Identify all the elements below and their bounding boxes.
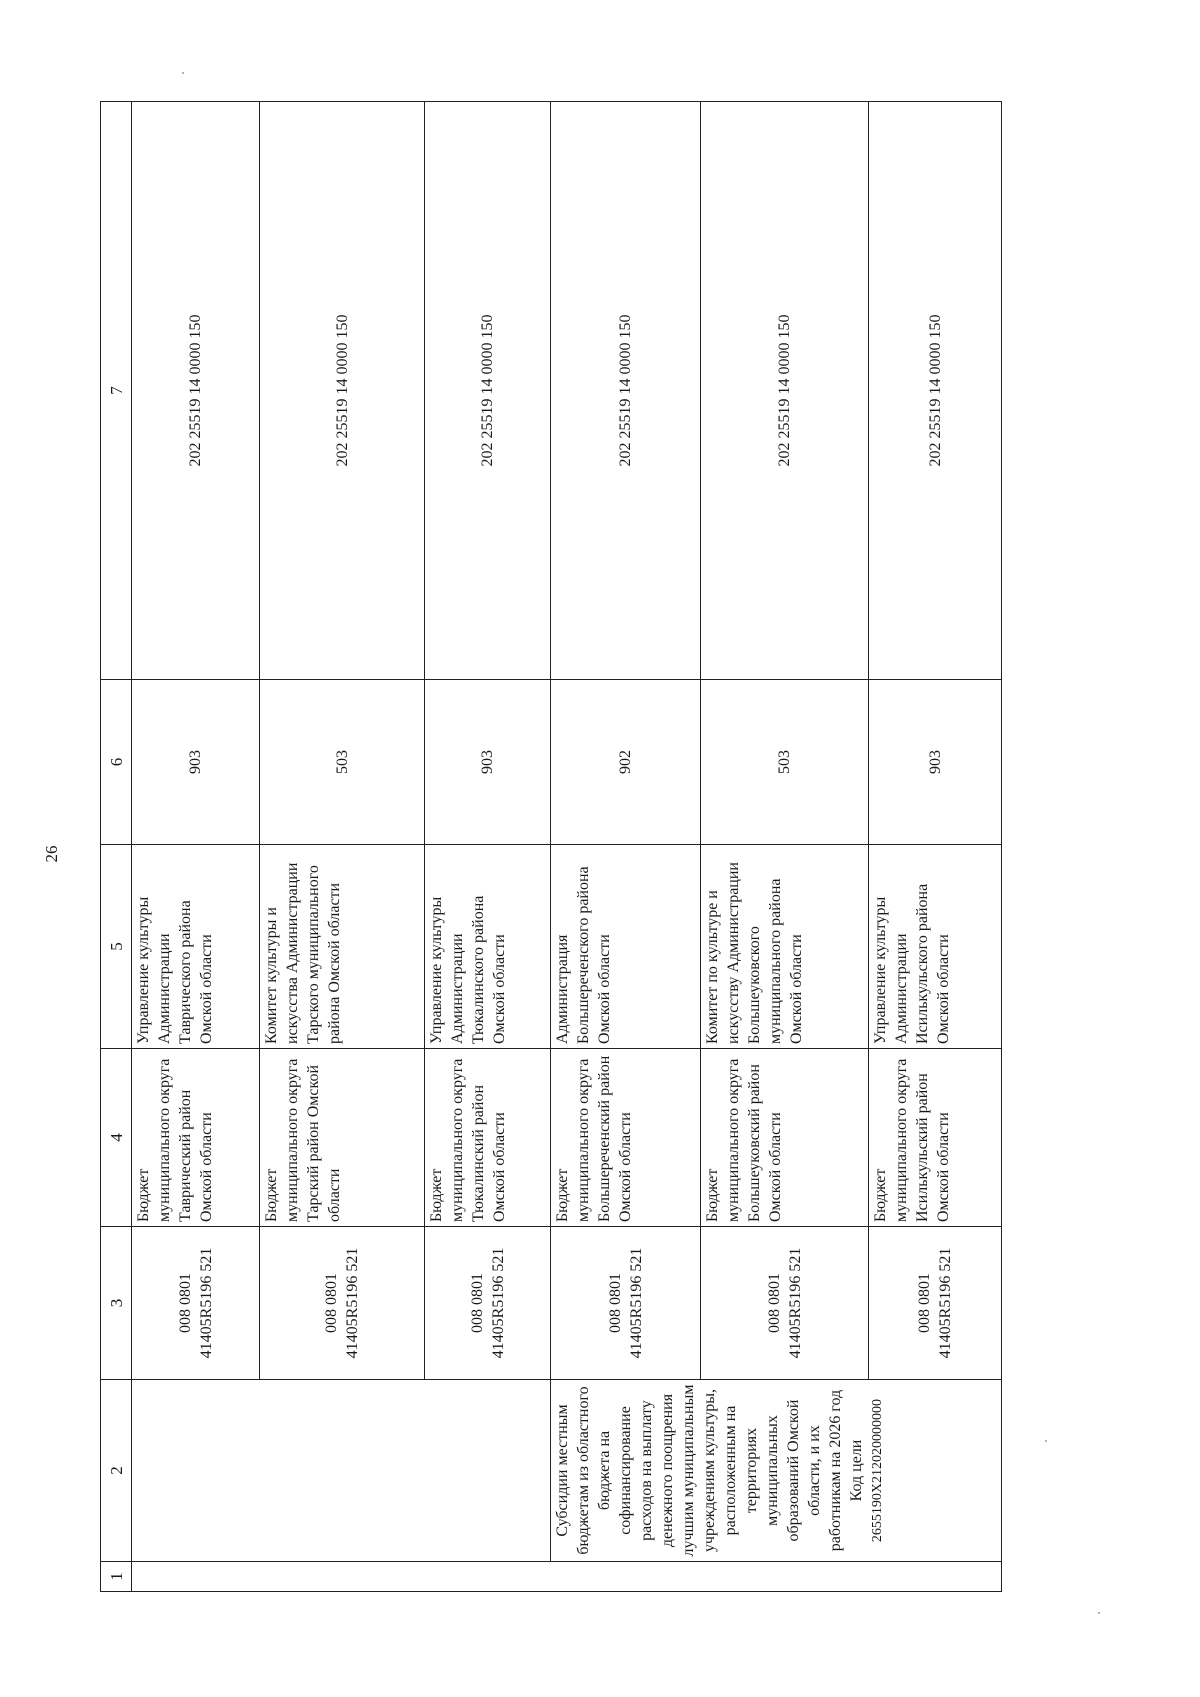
classification-cell: 008 0801 41405R5196 521 — [551, 1227, 701, 1380]
income-code-cell: 202 25519 14 0000 150 — [260, 102, 425, 680]
budget-cell: Бюджет муниципального округа Большеуковский район Омской области — [701, 1049, 869, 1227]
administrator-cell: Управление культуры Администрации Тюкалинского района Омской области — [425, 845, 551, 1049]
table-row — [701, 102, 869, 1592]
income-code-cell: 202 25519 14 0000 150 — [869, 102, 1002, 680]
code-cell: 903 — [425, 680, 551, 845]
budget-cell: Бюджет муниципального округа Тарский район Омской области — [260, 1049, 425, 1227]
column-number: 4 — [101, 1049, 132, 1227]
column-number: 7 — [101, 102, 132, 680]
administrator-cell: Администрация Большереченского района Омской области — [551, 845, 701, 1049]
scan-speck — [182, 72, 184, 74]
classification-cell: 008 0801 41405R5196 521 — [701, 1227, 869, 1380]
page-number: 26 — [42, 845, 61, 863]
income-code-cell: 202 25519 14 0000 150 — [132, 102, 260, 680]
budget-allocation-table — [100, 101, 1002, 1592]
administrator-cell: Комитет по культуре и искусству Администрации Большеуковского муниципального района Омской области — [701, 845, 869, 1049]
column-number: 2 — [101, 1380, 132, 1562]
scan-speck — [1098, 1612, 1100, 1614]
table-row — [425, 102, 551, 1592]
column-number: 5 — [101, 845, 132, 1049]
rotated-table-container — [100, 102, 970, 1592]
classification-cell: 008 0801 41405R5196 521 — [132, 1227, 260, 1380]
table-row — [551, 102, 701, 1592]
classification-cell: 008 0801 41405R5196 521 — [260, 1227, 425, 1380]
income-code-cell: 202 25519 14 0000 150 — [701, 102, 869, 680]
budget-cell: Бюджет муниципального округа Таврический район Омской области — [132, 1049, 260, 1227]
code-cell: 903 — [132, 680, 260, 845]
classification-cell: 008 0801 41405R5196 521 — [869, 1227, 1002, 1380]
administrator-cell: Управление культуры Администрации Исилькульского района Омской области — [869, 845, 1002, 1049]
table-row — [260, 102, 425, 1592]
budget-cell: Бюджет муниципального округа Тюкалинский район Омской области — [425, 1049, 551, 1227]
code-cell: 903 — [869, 680, 1002, 845]
code-cell: 503 — [701, 680, 869, 845]
goal-code: 2655190Х212020000000 — [870, 1398, 885, 1543]
income-code-cell: 202 25519 14 0000 150 — [551, 102, 701, 680]
income-code-cell: 202 25519 14 0000 150 — [425, 102, 551, 680]
column-number: 3 — [101, 1227, 132, 1380]
budget-cell: Бюджет муниципального округа Исилькульский район Омской области — [869, 1049, 1002, 1227]
column-number: 1 — [101, 1562, 132, 1592]
classification-cell: 008 0801 41405R5196 521 — [425, 1227, 551, 1380]
goal-code-label: Код цели — [848, 1439, 865, 1502]
scan-speck — [1045, 1440, 1047, 1442]
budget-cell: Бюджет муниципального округа Большереченский район Омской области — [551, 1049, 701, 1227]
column-1-cell — [132, 1562, 1002, 1592]
column-number-row — [101, 102, 132, 1592]
subsidy-description: Субсидии местным бюджетам из областного бюджета на софинансирование расходов на выплату денежного поощрения лучшим муниципальным учреждениям культуры, расположенным на территориях муниципальных образований Омской области, и их работникам на 2026 год — [554, 1384, 844, 1557]
code-cell: 503 — [260, 680, 425, 845]
administrator-cell: Управление культуры Администрации Таврического района Омской области — [132, 845, 260, 1049]
column-number: 6 — [101, 680, 132, 845]
table-row — [132, 102, 260, 1592]
code-cell: 902 — [551, 680, 701, 845]
administrator-cell: Комитет культуры и искусства Администрации Тарского муниципального района Омской области — [260, 845, 425, 1049]
table-row — [869, 102, 1002, 1592]
subsidy-description-cell — [551, 1380, 1002, 1562]
column-2-cell-empty — [132, 1380, 551, 1562]
